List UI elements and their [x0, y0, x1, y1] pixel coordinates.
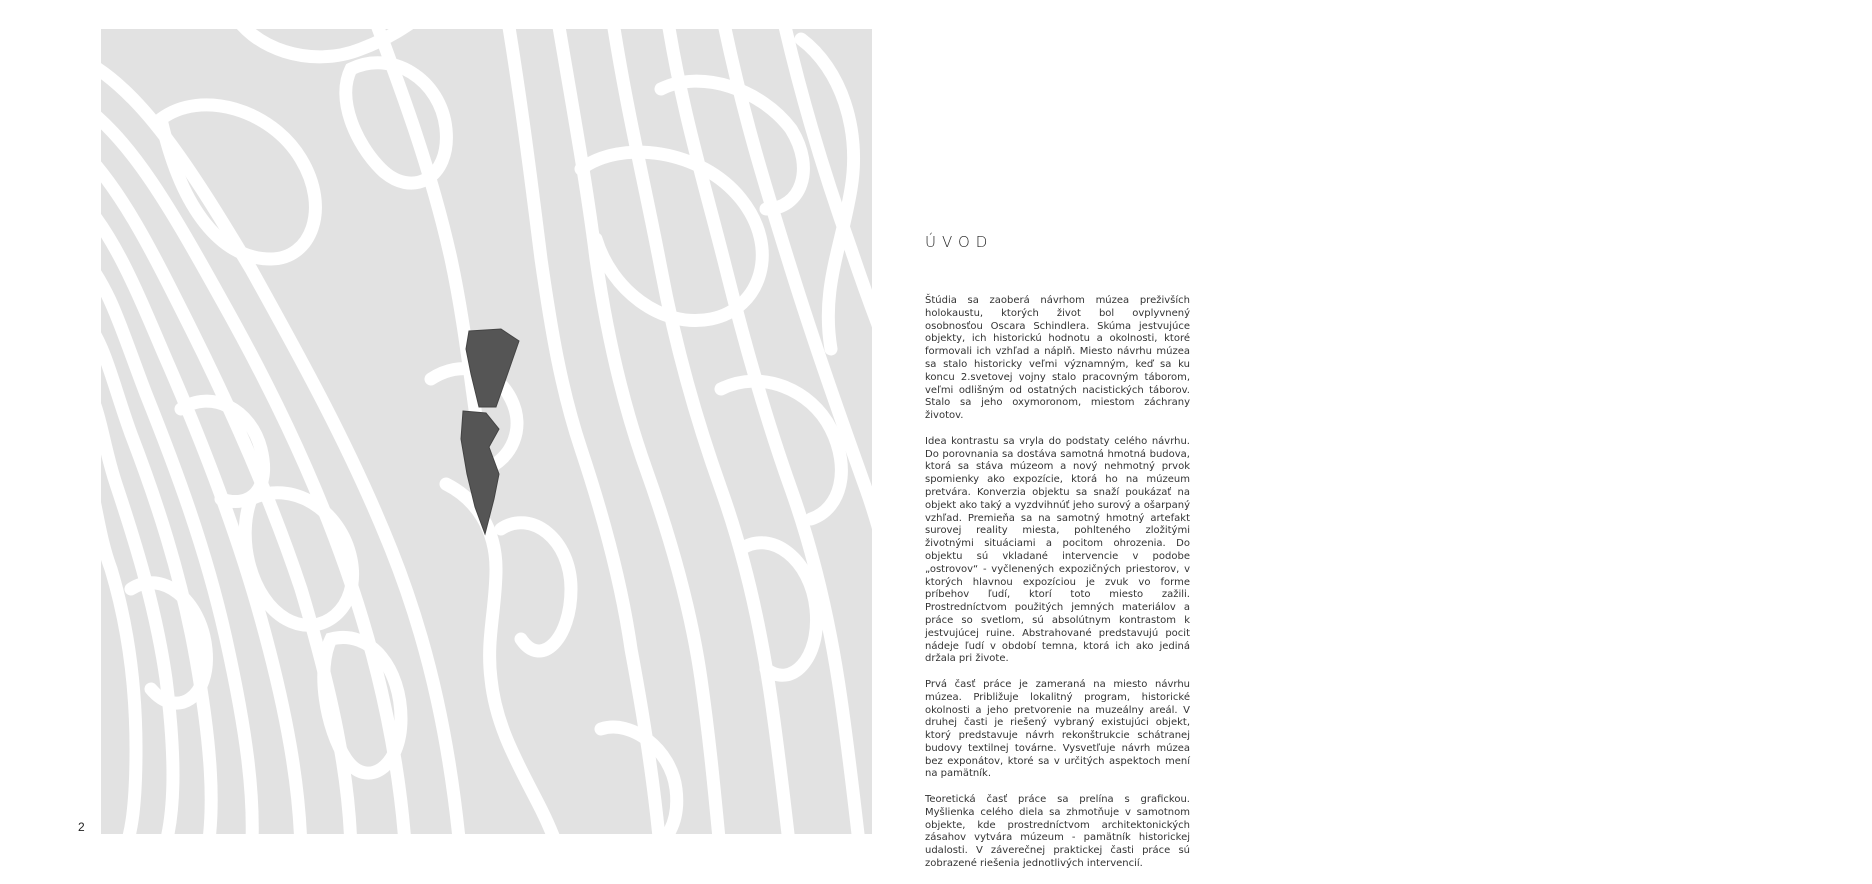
intro-paragraph-3: Prvá časť práce je zameraná na miesto návrhu múzea. Približuje lokalitný program, historické okolnosti a jeho pretvorenie na muzeálny areál. V druhej časti je riešený vybraný existujúci objekt, ktorý predstavuje návrh rekonštrukcie schátranej budovy textilnej továrne. Vysvetľuje návrh múzea bez exponátov, ktoré sa v určitých aspektoch mení na pamätník. — [925, 678, 1190, 780]
intro-section — [925, 233, 1190, 884]
intro-paragraph-4: Teoretická časť práce sa prelína s grafickou. Myšlienka celého diela sa zhmotňuje v samotnom objekte, kde prostredníctvom architektonických zásahov vytvára múzeum - pamätník historickej udalosti. V záverečnej praktickej časti práce sú zobrazené riešenia jednotlivých intervencií. — [925, 794, 1190, 870]
contour-site-plan — [101, 29, 872, 834]
intro-paragraph-2: Idea kontrastu sa vryla do podstaty celého návrhu. Do porovnania sa dostáva samotná hmotná budova, ktorá sa stáva múzeom a nový nehmotný prvok spomienky ako expozície, ktorá ho na múzeum pretvára. Konverzia objektu sa snaží poukázať na objekt ako taký a vyzdvihnúť jeho surový a ošarpaný vzhľad. Premieňa sa na samotný hmotný artefakt surovej reality miesta, pohlteného zložitými životnými situáciami a pocitom ohrozenia. Do objektu sú vkladané intervencie v podobe „ostrovov“ - vyčlenených expozičných priestorov, v ktorých hlavnou expozíciou je zvuk vo forme príbehov ľudí, ktorí toto miesto zažili. Prostredníctvom použitých jemných materiálov a práce so svetlom, sú absolútnym kontrastom k jestvujúcej ruine. Abstrahované predstavujú pocit nádeje ľudí v období temna, ktorá ich ako jediná držala pri živote. — [925, 435, 1190, 665]
section-heading: ÚVOD — [925, 233, 994, 251]
page-number: 2 — [78, 820, 85, 834]
contour-map-graphic — [101, 29, 872, 834]
intro-paragraph-1: Štúdia sa zaoberá návrhom múzea preživších holokaustu, ktorých život bol ovplyvnený osobnosťou Oscara Schindlera. Skúma jestvujúce objekty, ich historickú hodnotu a okolnosti, ktoré formovali ich vzhľad a náplň. Miesto návrhu múzea sa stalo historicky veľmi významným, keď sa ku koncu 2.svetovej vojny stalo pracovným táborom, veľmi odlišným od ostatných nacistických táborov. Stalo sa jeho oxymoronom, miestom záchrany životov. — [925, 295, 1190, 422]
